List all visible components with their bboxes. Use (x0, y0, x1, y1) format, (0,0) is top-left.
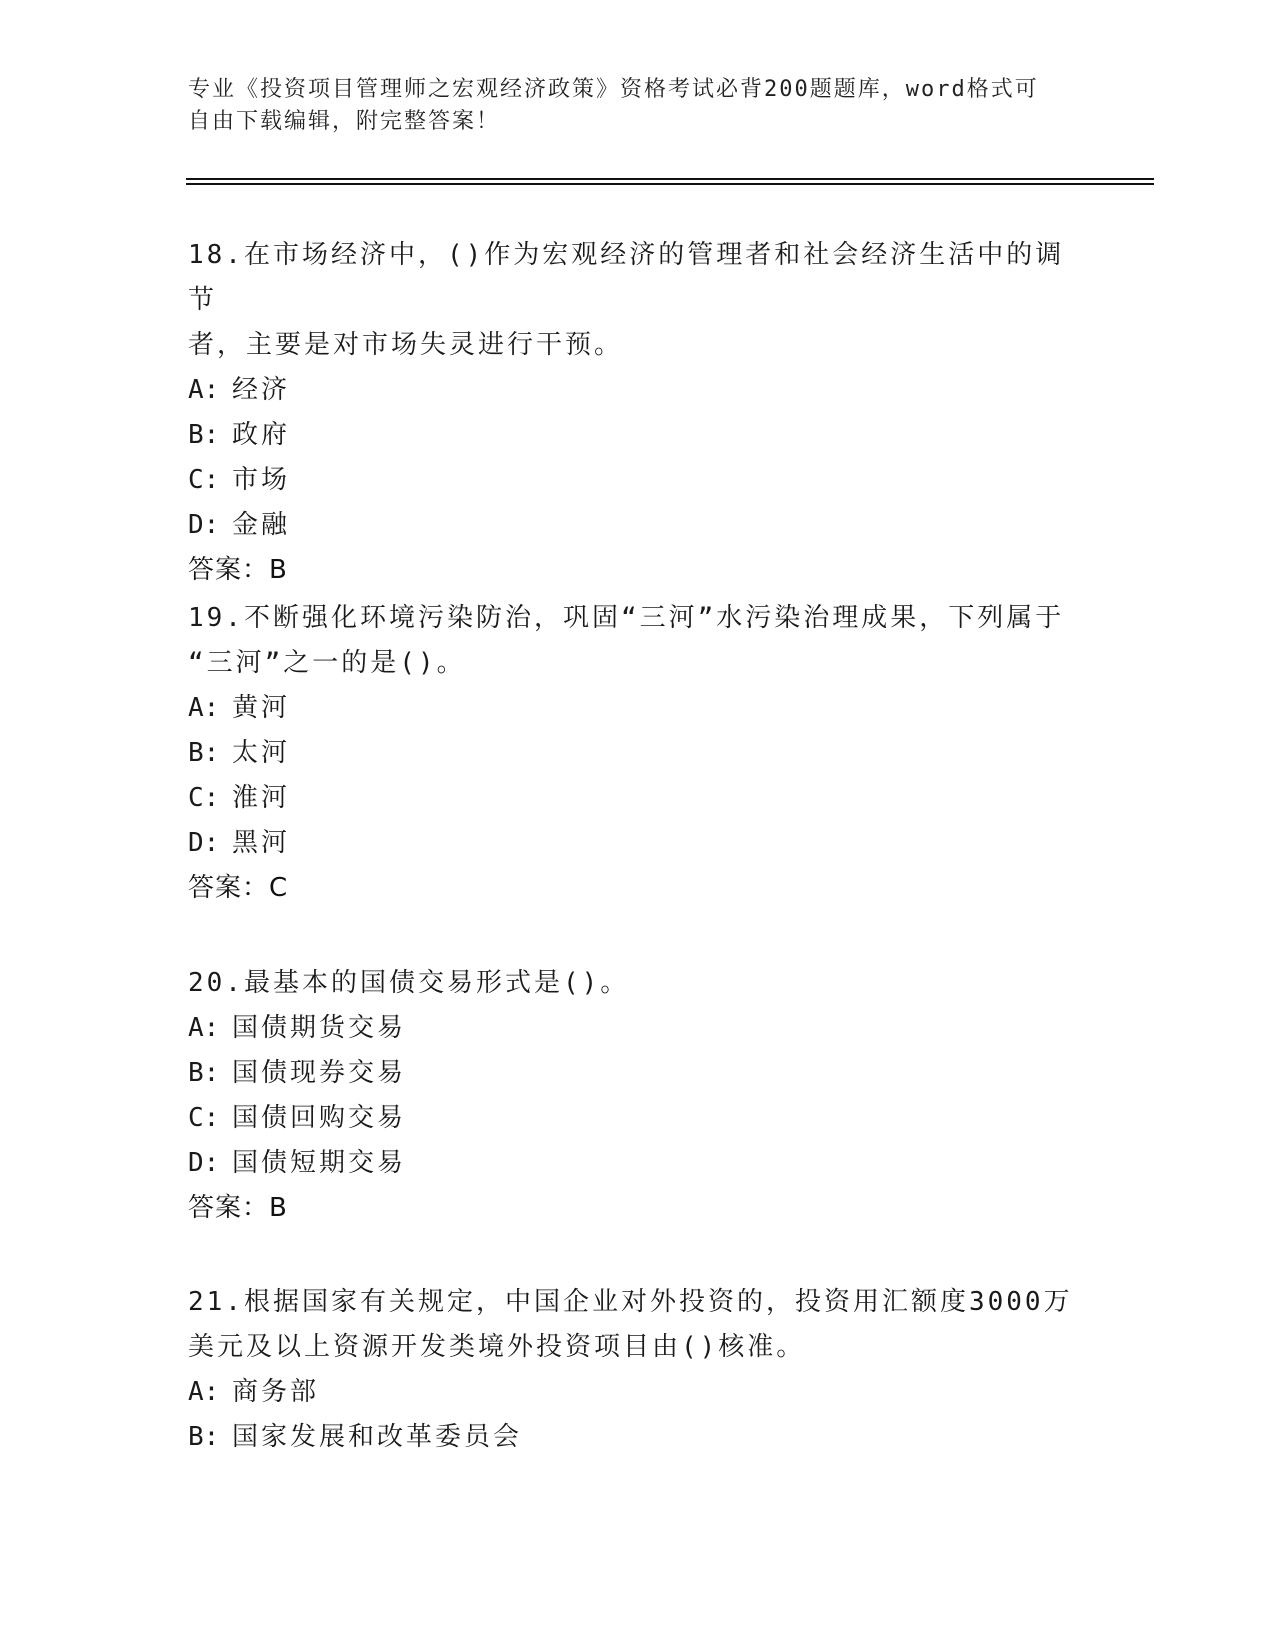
option-key: C: (188, 465, 220, 495)
option-d (188, 821, 1088, 866)
option-text: 国债回购交易 (232, 1103, 407, 1133)
option-key: D: (188, 828, 220, 858)
option-key: C: (188, 1103, 220, 1133)
question-stem-line: 19.不断强化环境污染防治，巩固“三河”水污染治理成果，下列属于 (188, 603, 1065, 633)
option-text: 经济 (232, 375, 291, 405)
question-stem-line: 20.最基本的国债交易形式是()。 (188, 968, 630, 998)
option-text: 市场 (232, 465, 291, 495)
option-key: B: (188, 420, 220, 450)
answer-line: 答案：B (188, 555, 288, 585)
option-text: 金融 (232, 510, 291, 540)
option-text: 国债现券交易 (232, 1058, 407, 1088)
option-text: 太河 (232, 738, 291, 768)
option-key: B: (188, 1422, 220, 1452)
option-text: 国债短期交易 (232, 1148, 407, 1178)
option-text: 淮河 (232, 783, 291, 813)
option-key: A: (188, 1013, 220, 1043)
header-line-2: 自由下载编辑，附完整答案！ (188, 109, 501, 134)
answer-line: 答案：C (188, 873, 289, 903)
option-key: B: (188, 1058, 220, 1088)
option-c (188, 1096, 1088, 1141)
question-stem-line: “三河”之一的是()。 (188, 648, 466, 678)
question-19 (188, 596, 1088, 911)
question-stem-line: 18.在市场经济中，()作为宏观经济的管理者和社会经济生活中的调节 (188, 240, 1065, 315)
question-20 (188, 961, 1088, 1231)
question-stem-line: 21.根据国家有关规定，中国企业对外投资的，投资用汇额度3000万 (188, 1287, 1073, 1317)
option-key: B: (188, 738, 220, 768)
option-key: D: (188, 1148, 220, 1178)
header-divider-bottom (186, 183, 1154, 185)
question-stem-line: 美元及以上资源开发类境外投资项目由()核准。 (188, 1332, 806, 1362)
option-text: 国家发展和改革委员会 (232, 1422, 523, 1452)
header-divider-top (186, 178, 1154, 180)
option-text: 黑河 (232, 828, 291, 858)
question-stem-line: 者，主要是对市场失灵进行干预。 (188, 330, 624, 360)
option-text: 政府 (232, 420, 291, 450)
option-a (188, 1370, 1088, 1415)
option-a (188, 1006, 1088, 1051)
option-a (188, 686, 1088, 731)
option-c (188, 776, 1088, 821)
header-line-1: 专业《投资项目管理师之宏观经济政策》资格考试必背200题题库，word格式可 (188, 77, 1039, 102)
option-key: C: (188, 783, 220, 813)
question-21 (188, 1280, 1088, 1460)
option-b (188, 1051, 1088, 1096)
option-text: 黄河 (232, 693, 291, 723)
option-b (188, 1415, 1088, 1460)
option-key: A: (188, 693, 220, 723)
option-d (188, 1141, 1088, 1186)
option-d (188, 503, 1088, 548)
option-text: 国债期货交易 (232, 1013, 407, 1043)
option-key: D: (188, 510, 220, 540)
option-a (188, 368, 1088, 413)
option-b (188, 731, 1088, 776)
answer-line: 答案：B (188, 1193, 288, 1223)
document-header (188, 74, 1068, 138)
option-b (188, 413, 1088, 458)
option-c (188, 458, 1088, 503)
question-18 (188, 233, 1088, 593)
option-text: 商务部 (232, 1377, 320, 1407)
option-key: A: (188, 375, 220, 405)
option-key: A: (188, 1377, 220, 1407)
